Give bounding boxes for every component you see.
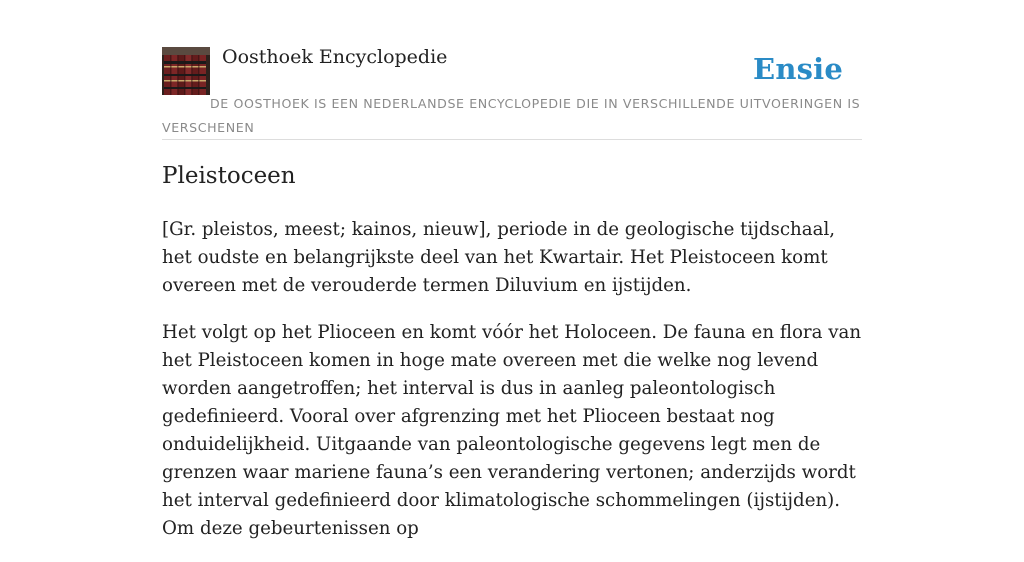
- article-paragraph: Het volgt op het Plioceen en komt vóór het Holoceen. De fauna en flora van het Pleistoceen komen in hoge mate overeen met die welke nog levend worden aangetroffen; het interval is dus in aanleg paleontologisch gedefinieerd. Vooral over afgrenzing met het Plioceen bestaat nog onduidelijkheid. Uitgaande van paleontologische gegevens legt men de grenzen waar mariene fauna’s een verandering vertonen; anderzijds wordt het interval gedefinieerd door klimatologische schommelingen (ijstijden). Om deze gebeurtenissen op: [162, 322, 862, 539]
- ensie-logo[interactable]: Ensie: [753, 52, 843, 86]
- site-name-link[interactable]: Oosthoek Encyclopedie: [222, 46, 448, 68]
- site-tagline: DE OOSTHOEK IS EEN NEDERLANDSE ENCYCLOPEDIE DIE IN VERSCHILLENDE UITVOERINGEN IS VERSCHENEN: [162, 96, 861, 135]
- article-body: [162, 216, 862, 562]
- encyclopedia-books-icon: [162, 47, 210, 95]
- site-avatar[interactable]: [162, 47, 210, 95]
- page-container: [162, 0, 862, 539]
- article-title: Pleistoceen: [162, 163, 296, 189]
- article-paragraph: [Gr. pleistos, meest; kainos, nieuw], periode in de geologische tijdschaal, het oudste en belangrijkste deel van het Kwartair. Het Pleistoceen komt overeen met de verouderde termen Diluvium en ijstijden.: [162, 219, 836, 296]
- site-header: [162, 0, 862, 140]
